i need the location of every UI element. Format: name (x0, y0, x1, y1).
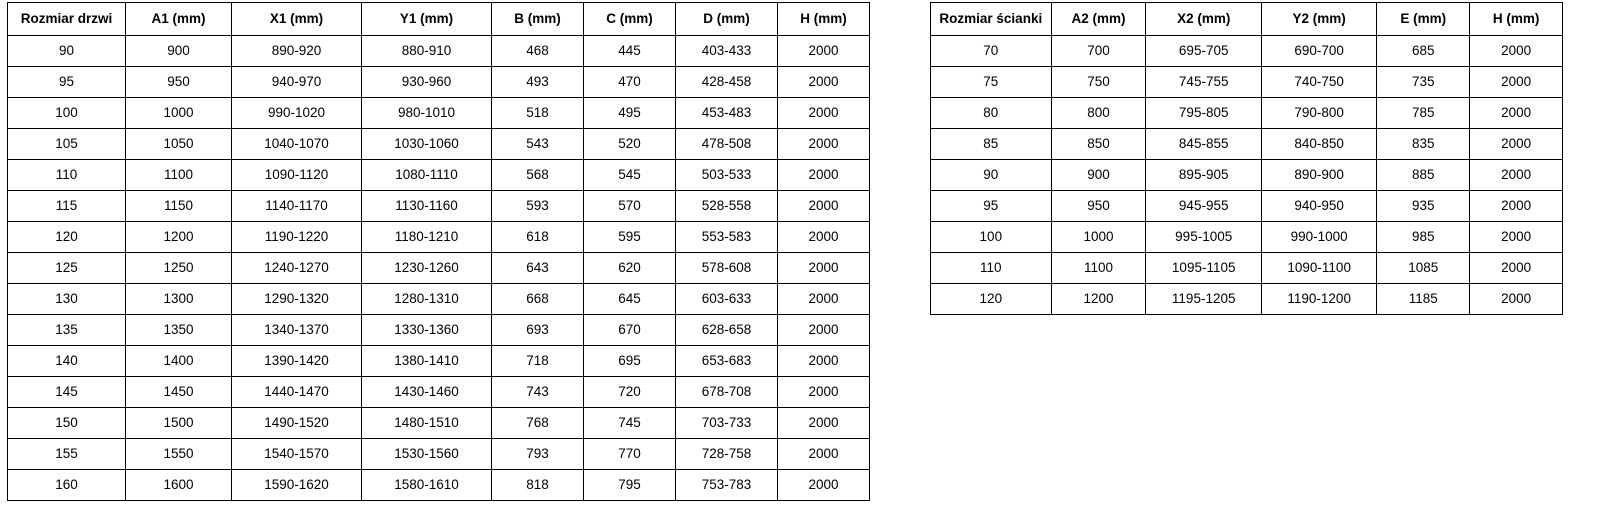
table-row (8, 377, 870, 408)
table-cell: 125 (8, 253, 126, 284)
table-cell: 700 (1051, 36, 1146, 67)
table-cell: 793 (492, 439, 584, 470)
table-cell: 840-850 (1261, 129, 1376, 160)
column-header: Y2 (mm) (1261, 3, 1376, 36)
table-cell: 470 (584, 67, 676, 98)
table-cell: 155 (8, 439, 126, 470)
table-cell: 100 (931, 222, 1052, 253)
table-cell: 520 (584, 129, 676, 160)
table-cell: 1090-1100 (1261, 253, 1376, 284)
table-cell: 2000 (778, 408, 870, 439)
table-row (931, 222, 1563, 253)
table-cell: 935 (1377, 191, 1470, 222)
table-cell: 2000 (778, 315, 870, 346)
table-cell: 1050 (126, 129, 232, 160)
table-row (931, 67, 1563, 98)
table-cell: 620 (584, 253, 676, 284)
table-cell: 890-900 (1261, 160, 1376, 191)
table-row (8, 315, 870, 346)
table-cell: 2000 (778, 191, 870, 222)
column-header: X1 (mm) (232, 3, 362, 36)
table-row (931, 98, 1563, 129)
table-cell: 1500 (126, 408, 232, 439)
table-cell: 1200 (126, 222, 232, 253)
column-header: A1 (mm) (126, 3, 232, 36)
table-row (8, 222, 870, 253)
table-cell: 493 (492, 67, 584, 98)
table-cell: 930-960 (362, 67, 492, 98)
table-row (8, 36, 870, 67)
table-cell: 545 (584, 160, 676, 191)
table-cell: 790-800 (1261, 98, 1376, 129)
table-cell: 678-708 (676, 377, 778, 408)
table-cell: 1380-1410 (362, 346, 492, 377)
table-cell: 1300 (126, 284, 232, 315)
table-cell: 1550 (126, 439, 232, 470)
table-cell: 900 (126, 36, 232, 67)
table-cell: 720 (584, 377, 676, 408)
table-cell: 728-758 (676, 439, 778, 470)
table-cell: 653-683 (676, 346, 778, 377)
walls-dimensions-table-container (930, 2, 1563, 315)
table-cell: 1290-1320 (232, 284, 362, 315)
table-cell: 1140-1170 (232, 191, 362, 222)
table-cell: 403-433 (676, 36, 778, 67)
table-row (8, 346, 870, 377)
table-cell: 2000 (1470, 98, 1563, 129)
table-cell: 570 (584, 191, 676, 222)
table-cell: 2000 (1470, 36, 1563, 67)
table-cell: 1185 (1377, 284, 1470, 315)
table-cell: 568 (492, 160, 584, 191)
table-cell: 1150 (126, 191, 232, 222)
column-header: Rozmiar drzwi (8, 3, 126, 36)
table-cell: 1240-1270 (232, 253, 362, 284)
table-cell: 2000 (1470, 284, 1563, 315)
table-cell: 80 (931, 98, 1052, 129)
column-header: H (mm) (778, 3, 870, 36)
table-cell: 1080-1110 (362, 160, 492, 191)
table-cell: 950 (1051, 191, 1146, 222)
doors-dimensions-table-container (7, 2, 870, 501)
table-cell: 880-910 (362, 36, 492, 67)
table-row (8, 470, 870, 501)
table-cell: 850 (1051, 129, 1146, 160)
table-cell: 740-750 (1261, 67, 1376, 98)
table-cell: 120 (8, 222, 126, 253)
table-cell: 795-805 (1146, 98, 1261, 129)
table-cell: 1230-1260 (362, 253, 492, 284)
table-cell: 693 (492, 315, 584, 346)
table-cell: 1030-1060 (362, 129, 492, 160)
table-cell: 135 (8, 315, 126, 346)
table-cell: 2000 (1470, 191, 1563, 222)
table-cell: 1480-1510 (362, 408, 492, 439)
table-cell: 2000 (778, 160, 870, 191)
table-cell: 2000 (778, 98, 870, 129)
table-cell: 1540-1570 (232, 439, 362, 470)
table-cell: 160 (8, 470, 126, 501)
table-cell: 785 (1377, 98, 1470, 129)
table-cell: 745 (584, 408, 676, 439)
table-cell: 890-920 (232, 36, 362, 67)
table-cell: 110 (8, 160, 126, 191)
column-header: B (mm) (492, 3, 584, 36)
table-cell: 2000 (778, 470, 870, 501)
table-cell: 503-533 (676, 160, 778, 191)
table-cell: 2000 (1470, 67, 1563, 98)
table-cell: 553-583 (676, 222, 778, 253)
table-cell: 835 (1377, 129, 1470, 160)
table-cell: 690-700 (1261, 36, 1376, 67)
table-cell: 618 (492, 222, 584, 253)
table-cell: 1195-1205 (1146, 284, 1261, 315)
table-row (8, 191, 870, 222)
table-cell: 745-755 (1146, 67, 1261, 98)
table-cell: 2000 (778, 67, 870, 98)
table-cell: 845-855 (1146, 129, 1261, 160)
table-cell: 2000 (1470, 129, 1563, 160)
table-cell: 990-1000 (1261, 222, 1376, 253)
table-cell: 2000 (1470, 160, 1563, 191)
table-cell: 1330-1360 (362, 315, 492, 346)
table-cell: 1085 (1377, 253, 1470, 284)
table-row (8, 439, 870, 470)
table-cell: 105 (8, 129, 126, 160)
table-cell: 110 (931, 253, 1052, 284)
table-row (8, 67, 870, 98)
table-cell: 668 (492, 284, 584, 315)
table-cell: 2000 (778, 346, 870, 377)
table-cell: 703-733 (676, 408, 778, 439)
table-cell: 1280-1310 (362, 284, 492, 315)
table-cell: 95 (8, 67, 126, 98)
column-header: A2 (mm) (1051, 3, 1146, 36)
table-cell: 985 (1377, 222, 1470, 253)
table-cell: 1250 (126, 253, 232, 284)
column-header: E (mm) (1377, 3, 1470, 36)
column-header: Y1 (mm) (362, 3, 492, 36)
table-cell: 70 (931, 36, 1052, 67)
column-header: X2 (mm) (1146, 3, 1261, 36)
table-row (8, 408, 870, 439)
table-cell: 603-633 (676, 284, 778, 315)
table-row (8, 129, 870, 160)
table-cell: 578-608 (676, 253, 778, 284)
table-cell: 1440-1470 (232, 377, 362, 408)
walls-dimensions-table (930, 2, 1563, 315)
table-cell: 2000 (778, 439, 870, 470)
table-cell: 2000 (1470, 253, 1563, 284)
table-row (8, 98, 870, 129)
table-cell: 685 (1377, 36, 1470, 67)
table-cell: 1000 (1051, 222, 1146, 253)
table-cell: 140 (8, 346, 126, 377)
table-cell: 90 (8, 36, 126, 67)
table-cell: 150 (8, 408, 126, 439)
table-cell: 643 (492, 253, 584, 284)
table-cell: 1600 (126, 470, 232, 501)
table-cell: 950 (126, 67, 232, 98)
table-cell: 1000 (126, 98, 232, 129)
table-cell: 1095-1105 (1146, 253, 1261, 284)
table-cell: 1590-1620 (232, 470, 362, 501)
table-row (931, 129, 1563, 160)
table-cell: 100 (8, 98, 126, 129)
table-cell: 1490-1520 (232, 408, 362, 439)
table-cell: 743 (492, 377, 584, 408)
table-cell: 940-970 (232, 67, 362, 98)
table-row (8, 284, 870, 315)
table-cell: 980-1010 (362, 98, 492, 129)
table-cell: 2000 (778, 129, 870, 160)
table-cell: 145 (8, 377, 126, 408)
table-cell: 800 (1051, 98, 1146, 129)
table-cell: 1090-1120 (232, 160, 362, 191)
table-cell: 695-705 (1146, 36, 1261, 67)
table-cell: 1450 (126, 377, 232, 408)
table-header-row (8, 3, 870, 36)
table-cell: 2000 (1470, 222, 1563, 253)
table-cell: 468 (492, 36, 584, 67)
table-cell: 945-955 (1146, 191, 1261, 222)
column-header: C (mm) (584, 3, 676, 36)
doors-dimensions-table (7, 2, 870, 501)
table-cell: 445 (584, 36, 676, 67)
table-cell: 1580-1610 (362, 470, 492, 501)
table-header-row (931, 3, 1563, 36)
table-row (931, 284, 1563, 315)
table-cell: 2000 (778, 253, 870, 284)
table-cell: 1130-1160 (362, 191, 492, 222)
table-cell: 990-1020 (232, 98, 362, 129)
table-cell: 1190-1200 (1261, 284, 1376, 315)
table-cell: 1340-1370 (232, 315, 362, 346)
table-cell: 130 (8, 284, 126, 315)
column-header: H (mm) (1470, 3, 1563, 36)
table-cell: 428-458 (676, 67, 778, 98)
table-cell: 1040-1070 (232, 129, 362, 160)
table-cell: 770 (584, 439, 676, 470)
table-cell: 768 (492, 408, 584, 439)
table-cell: 900 (1051, 160, 1146, 191)
table-cell: 1390-1420 (232, 346, 362, 377)
table-cell: 478-508 (676, 129, 778, 160)
table-cell: 753-783 (676, 470, 778, 501)
table-cell: 818 (492, 470, 584, 501)
table-cell: 543 (492, 129, 584, 160)
table-row (931, 191, 1563, 222)
table-cell: 120 (931, 284, 1052, 315)
table-cell: 75 (931, 67, 1052, 98)
table-cell: 735 (1377, 67, 1470, 98)
table-row (8, 253, 870, 284)
table-cell: 2000 (778, 377, 870, 408)
table-cell: 2000 (778, 222, 870, 253)
table-cell: 1400 (126, 346, 232, 377)
table-cell: 495 (584, 98, 676, 129)
table-cell: 1190-1220 (232, 222, 362, 253)
table-row (931, 36, 1563, 67)
table-cell: 95 (931, 191, 1052, 222)
table-cell: 593 (492, 191, 584, 222)
table-cell: 718 (492, 346, 584, 377)
table-cell: 1100 (1051, 253, 1146, 284)
table-cell: 85 (931, 129, 1052, 160)
table-row (8, 160, 870, 191)
table-cell: 453-483 (676, 98, 778, 129)
table-cell: 895-905 (1146, 160, 1261, 191)
column-header: Rozmiar ścianki (931, 3, 1052, 36)
table-cell: 115 (8, 191, 126, 222)
table-cell: 885 (1377, 160, 1470, 191)
table-cell: 628-658 (676, 315, 778, 346)
table-cell: 995-1005 (1146, 222, 1261, 253)
table-cell: 90 (931, 160, 1052, 191)
table-cell: 2000 (778, 284, 870, 315)
table-cell: 518 (492, 98, 584, 129)
table-row (931, 160, 1563, 191)
table-cell: 670 (584, 315, 676, 346)
table-cell: 528-558 (676, 191, 778, 222)
table-cell: 795 (584, 470, 676, 501)
table-cell: 595 (584, 222, 676, 253)
table-cell: 1180-1210 (362, 222, 492, 253)
table-cell: 1100 (126, 160, 232, 191)
table-cell: 2000 (778, 36, 870, 67)
table-cell: 1200 (1051, 284, 1146, 315)
table-cell: 695 (584, 346, 676, 377)
column-header: D (mm) (676, 3, 778, 36)
table-cell: 1430-1460 (362, 377, 492, 408)
table-cell: 645 (584, 284, 676, 315)
table-row (931, 253, 1563, 284)
table-cell: 750 (1051, 67, 1146, 98)
table-cell: 1350 (126, 315, 232, 346)
table-cell: 940-950 (1261, 191, 1376, 222)
table-cell: 1530-1560 (362, 439, 492, 470)
